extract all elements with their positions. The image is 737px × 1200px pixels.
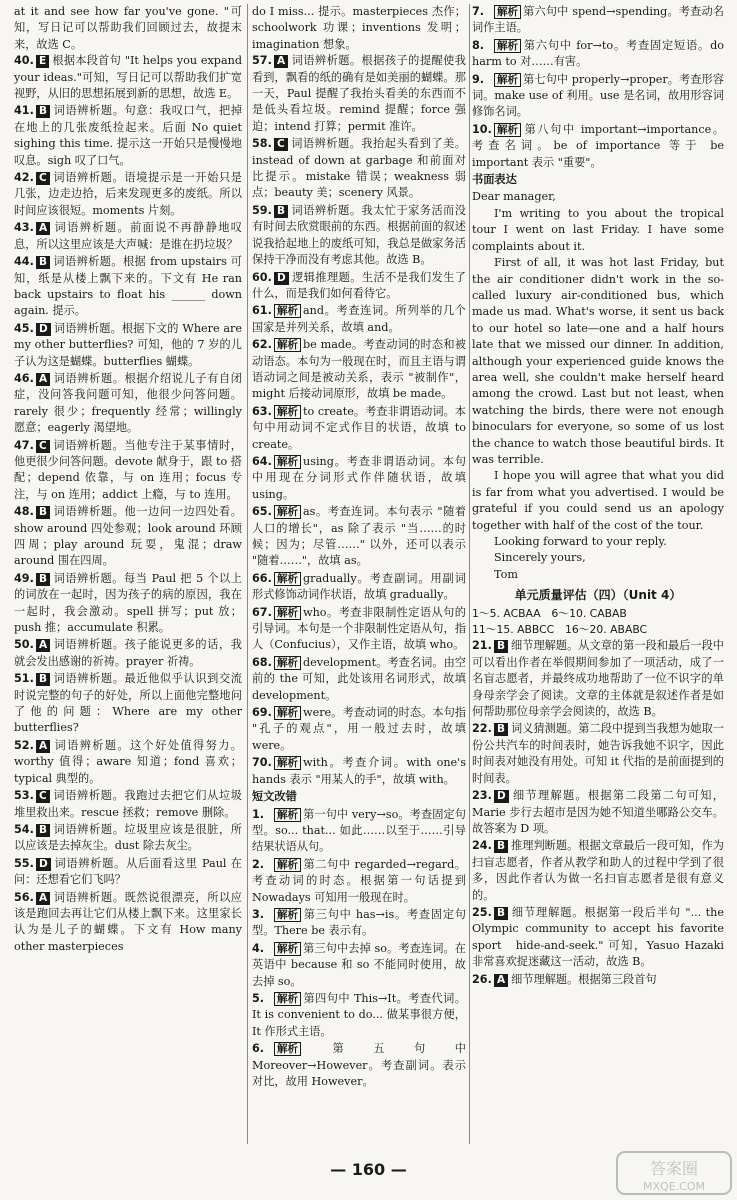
answer-item [252, 404, 466, 453]
answer-item [14, 254, 242, 320]
explanation-text: 推理判断题。根据文章最后一段可知，作为扫盲志愿者，作者从教学和助人的过程中学到了很多，因此作者认为做一名扫盲志愿者是很有意义的。 [472, 839, 724, 902]
question-number: 48. [14, 505, 34, 519]
question-number: 56. [14, 890, 34, 904]
explanation-text: 第三句中 has→is。考查固定句型。There be 表示有。 [252, 907, 466, 938]
analysis-tag: 解析 [274, 706, 301, 720]
answer-item [252, 136, 466, 202]
answer-item [252, 53, 466, 135]
question-number: 50. [14, 638, 34, 652]
question-number: 8. [472, 38, 485, 52]
explanation-text: 词语辨析题。每当 Paul 把 5 个以上的词放在一起时，因为孩子的病的原因，我在一起时，我会激动。spell 拼写；put 放；push 推；accumulate 积累。 [14, 571, 242, 635]
answer-item [252, 807, 466, 856]
answer-item [252, 605, 466, 654]
answer-letter-badge: D [274, 272, 289, 285]
explanation-text: 第五句中 Moreover→However。考查副词。表示对比，故用 However。 [252, 1042, 466, 1088]
explanation-text: 词语辨析题。当他专注于某事情时，他更很少问答问题。devote 献身于，跟 to 搭配；depend 依靠，与 on 连用；focus 专注，与 on 连用；addict 上瘾，与 to 连用。 [14, 438, 242, 501]
answer-letter-badge: C [36, 790, 50, 803]
explanation-text: be made。考查动词的时态和被动语态。本句为一般现在时，而且主语与谓语动词之间是被动关系，表示 "被制作"，might 后接动词原形，故填 be made。 [252, 338, 466, 401]
answer-letter-badge: C [274, 138, 288, 151]
question-number: 47. [14, 438, 34, 452]
model-letter [472, 189, 724, 583]
question-number: 70. [252, 756, 272, 770]
explanation-text: 词语辨析题。最近他似乎认识到交流时说完整的句子的好处，所以上面他完整地问了他的问题：Where are my other butterflies? [14, 672, 242, 735]
explanation-text: 词语辨析题。从后面看这里 Paul 在问：还想看它们飞吗？ [14, 856, 242, 887]
question-number: 64. [252, 454, 272, 468]
explanation-text: development。考查名词。由空前的 the 可知，此处该用名词形式，故填 development。 [252, 655, 466, 702]
answer-item [14, 856, 242, 889]
question-number: 10. [472, 122, 492, 136]
answer-letter-badge: B [36, 256, 50, 269]
answer-item [14, 504, 242, 570]
answer-letter-badge: B [494, 640, 508, 653]
question-number: 68. [252, 655, 272, 669]
section-heading-error-correction: 短文改错 [252, 790, 297, 804]
column-divider [469, 4, 470, 1144]
analysis-tag: 解析 [274, 505, 301, 519]
question-number: 21. [472, 639, 492, 653]
answer-item [252, 705, 466, 754]
explanation-text: 词语辨析题。这个好处值得努力。worthy 值得；aware 知道；fond 喜欢；typical 典型的。 [14, 738, 242, 785]
answer-letter-badge: B [274, 205, 288, 218]
watermark-logo [615, 1150, 733, 1196]
answer-item [252, 454, 466, 503]
letter-paragraph: I hope you will agree that what you did is far from what you advertised. I would be grateful if you could send us an apology together with half of the cost of the tour. [472, 469, 724, 532]
answer-item [252, 270, 466, 303]
right-column [472, 4, 724, 989]
explanation-text: 细节理解题。从文章的第一段和最后一段中可以看出作者在举假期间参加了一项活动，成了一名盲志愿者，并最终成功地帮助了一位不识字的单身母亲学会了阅读。文章的主体就是叙述作者是如何帮助那位母亲学会阅读的，故选 B。 [472, 639, 724, 719]
column-divider [247, 4, 248, 1144]
analysis-tag: 解析 [274, 606, 301, 620]
answer-item [252, 203, 466, 269]
answer-item [472, 4, 724, 37]
answer-letter-badge: A [36, 222, 50, 235]
explanation-text: with。考查介词。with one's hands 表示 "用某人的手"，故填 with。 [252, 756, 466, 786]
explanation-text: 词语辨析题。根据孩子的提醒使我看到，飘看的纸的确有是如美丽的蝴蝶。那一天，Paul 提醒了我抬头看美的东西而不是低头看垃圾。remind 提醒；force 强迫；intend 打算；permit 准许。 [252, 54, 466, 133]
answer-item [14, 637, 242, 670]
question-number: 5. [252, 991, 265, 1005]
page-number: — 160 — [330, 1160, 407, 1179]
answer-item [14, 890, 242, 956]
answer-item [14, 371, 242, 437]
answer-letter-badge: B [36, 506, 50, 519]
question-number: 3. [252, 907, 265, 921]
answer-letter-badge: D [36, 858, 51, 871]
analysis-tag: 解析 [494, 5, 521, 19]
explanation-text: 词语辨析题。既然说很漂亮，所以应该是跑回去再让它们从楼上飘下来。这里家长认为是儿子的蝴蝶。下文有 How many other masterpieces [14, 890, 242, 953]
question-number: 1. [252, 807, 265, 821]
explanation-text: 第一句中 very→so。考查固定句型。so... that... 如此……以至于……引导结果状语从句。 [252, 807, 466, 854]
answer-item [14, 170, 242, 219]
answer-item [14, 103, 242, 169]
question-number: 43. [14, 221, 34, 235]
question-number: 63. [252, 404, 272, 418]
answer-item [14, 822, 242, 855]
explanation-text: 词语辨析题。根据下文的 Where are my other butterflies? 可知，他的 7 岁的儿子认为这是蝴蝶。butterflies 蝴蝶。 [14, 321, 242, 368]
analysis-tag: 解析 [274, 858, 301, 872]
continued-text: at it and see how far you've gone. "可知，写日记可以帮助我们回顾过去，故提末来，故选 C。 [14, 5, 242, 51]
explanation-text: 逻辑推理题。生活不是我们发生了什么，而是我们如何看待它。 [252, 270, 466, 300]
answer-item [472, 122, 724, 171]
question-number: 2. [252, 857, 265, 871]
question-number: 23. [472, 789, 492, 803]
question-number: 49. [14, 571, 34, 585]
answer-letter-badge: B [494, 723, 508, 736]
question-number: 60. [252, 270, 272, 284]
question-number: 40. [14, 54, 34, 68]
continued-text: do I miss... 提示。masterpieces 杰作；schoolwork 功课；inventions 发明；imagination 想象。 [252, 5, 466, 51]
answer-item [14, 571, 242, 637]
question-number: 66. [252, 571, 272, 585]
answer-item [14, 738, 242, 787]
answer-keys-line: 1～5. ACBAA 6～10. CABAB [472, 606, 627, 620]
answer-letter-badge: A [36, 892, 50, 905]
answer-item [252, 755, 466, 788]
answer-letter-badge: D [36, 323, 51, 336]
svg-text:MXQE.COM: MXQE.COM [643, 1180, 705, 1193]
analysis-tag: 解析 [274, 756, 301, 770]
answer-item [472, 721, 724, 787]
answer-item [472, 38, 724, 71]
explanation-text: were。考查动词的时态。本句指 "孔子的观点"，用一般过去时，故填 were。 [252, 706, 466, 752]
explanation-text: 细节理解题。根据第三段首句 [511, 972, 657, 986]
answer-item [252, 1041, 466, 1090]
question-number: 59. [252, 203, 272, 217]
question-number: 41. [14, 104, 34, 118]
answer-item [472, 972, 724, 988]
answer-item [14, 53, 242, 102]
explanation-text: 词语辨析题。语境提示是一开始只是几张，边走边拾，后来发现更多的废纸。所以时间应该很短。moments 片刻。 [14, 171, 242, 217]
explanation-text: 词语辨析题。根据 from upstairs 可知，纸是从楼上飘下来的。下文有 He ran back upstairs to float his ______ down again. 提示。 [14, 255, 242, 318]
explanation-text: 根据本段首句 "It helps you expand your ideas."可知，写日记可以帮助我们扩宽视野，从旧的思想拓展到新的思想，故选 E。 [14, 54, 242, 101]
analysis-tag: 解析 [494, 123, 521, 137]
answer-letter-badge: C [36, 440, 50, 453]
explanation-text: 词语辨析题。根据介绍说儿子有自闭症，没问答我问题可知，他很少问答问题。rarely 很少；frequently 经常；willingly 愿意；eagerly 渴望地。 [14, 371, 242, 435]
question-number: 26. [472, 972, 492, 986]
analysis-tag: 解析 [274, 992, 301, 1006]
answer-keys-line: 11～15. ABBCC 16～20. ABABC [472, 623, 648, 637]
answer-letter-badge: A [274, 55, 288, 68]
answer-item [252, 991, 466, 1040]
analysis-tag: 解析 [274, 942, 301, 956]
analysis-tag: 解析 [274, 808, 301, 822]
answer-letter-badge: C [36, 172, 50, 185]
explanation-text: gradually。考查副词。用副词形式修饰动词作状语，故填 gradually。 [252, 571, 466, 602]
answer-item [252, 303, 466, 336]
explanation-text: 词语辨析题。我跑过去把它们从垃圾堆里救出来。rescue 拯救；remove 删除。 [14, 789, 242, 819]
explanation-text: 词义猜测题。第二段中提到当我想为她取一份公共汽车的时间表时，她告诉我她不识字，因此时间表对她没有用处。可知 it 代指的是前面提到的时间表。 [472, 722, 724, 785]
explanation-text: 第六句中 spend→spending。考查动名词作主语。 [472, 5, 724, 35]
answer-letter-badge: A [494, 974, 508, 987]
analysis-tag: 解析 [274, 405, 301, 419]
answer-letter-badge: A [36, 373, 50, 386]
question-number: 44. [14, 255, 34, 269]
answer-item [14, 788, 242, 821]
explanation-text: to create。考查非谓语动词。本句中用动词不定式作目的状语，故填 to create。 [252, 404, 466, 451]
question-number: 61. [252, 304, 272, 318]
letter-greeting: Dear manager, [472, 190, 556, 204]
analysis-tag: 解析 [494, 39, 521, 53]
answer-item [472, 638, 724, 720]
middle-column [252, 4, 466, 1091]
explanation-text: 第七句中 properly→proper。考查形容词。make use of 利用。use 是名词，故用形容词修饰名词。 [472, 72, 724, 119]
analysis-tag: 解析 [274, 572, 301, 586]
question-number: 24. [472, 839, 492, 853]
question-number: 46. [14, 371, 34, 385]
explanation-text: 词语辨析题。孩子能说更多的话，我就会发出感谢的祈祷。prayer 祈祷。 [14, 638, 242, 668]
question-number: 6. [252, 1042, 265, 1056]
answer-item [252, 504, 466, 570]
answer-item [14, 220, 242, 253]
answer-item [252, 655, 466, 704]
question-number: 55. [14, 856, 34, 870]
answer-item [252, 857, 466, 906]
answer-item [252, 941, 466, 990]
question-number: 51. [14, 672, 34, 686]
answer-letter-badge: B [36, 573, 50, 586]
answer-letter-badge: E [36, 55, 49, 68]
explanation-text: 词语辨析题。前面说不再静静地叹息，所以这里应该是大声喊：是谁在扔垃圾？ [14, 221, 242, 251]
answer-item [14, 321, 242, 370]
analysis-tag: 解析 [274, 1042, 301, 1056]
answer-item [472, 788, 724, 837]
unit-assessment-title: 单元质量评估（四）（Unit 4） [514, 588, 682, 603]
explanation-text: who。考查非限制性定语从句的引导词。本句是一个非限制性定语从句，指人（Confucius），又作主语，故填 who。 [252, 605, 466, 652]
question-number: 69. [252, 706, 272, 720]
question-number: 22. [472, 722, 492, 736]
analysis-tag: 解析 [494, 73, 521, 87]
question-number: 62. [252, 338, 272, 352]
answer-item [472, 905, 724, 971]
explanation-text: 第二句中 regarded→regard。考查动词的时态。根据第一句话提到 Nowadays 可知用一般现在时。 [252, 857, 466, 904]
explanation-text: 词语辨析题。我太忙于家务活而没有时间去欣赏眼前的东西。根据前面的叙述说我拾起地上的废纸可知，我总是做家务活保持干净而没有考虑其他。故选 B。 [252, 203, 466, 267]
answer-letter-badge: D [494, 790, 509, 803]
explanation-text: 细节理解题。根据第一段后半句 "... the Olympic community to accept his favorite sport hide-and-seek." 可知，Yasuo Hazaki 非常喜欢捉迷藏这一活动，故选 B。 [472, 905, 724, 969]
answer-letter-badge: B [494, 907, 508, 920]
answer-letter-badge: B [36, 105, 50, 118]
analysis-tag: 解析 [274, 455, 301, 469]
explanation-text: 细节理解题。根据第二段第二句可知，Marie 步行去超市是因为她不知道坐哪路公交车。故答案为 D 项。 [472, 789, 724, 835]
letter-paragraph: First of all, it was hot last Friday, but the air conditioner didn't work in the so-called luxury air-conditioned bus, which made us mad. What's worse, it sent us back to our hotel so late—one and a half hours late that we missed our dinner. In addition, although your experienced guide knows the area well, she couldn't make herself heard among the crowd. Last but not least, when watching the birds, there were not enough binoculars for everyone, so some of us lost the chance to watch those beautiful birds. It was terrible. [472, 256, 724, 466]
explanation-text: using。考查非谓语动词。本句中用现在分词形式作伴随状语，故填 using。 [252, 454, 466, 501]
analysis-tag: 解析 [274, 656, 301, 670]
left-column [14, 4, 242, 956]
answer-item [14, 671, 242, 737]
question-number: 45. [14, 321, 34, 335]
analysis-tag: 解析 [274, 908, 301, 922]
explanation-text: as。考查连词。本句表示 "随着人口的增长"，as 除了表示 "当……的时候；因为；尽管……" 以外，还可以表示 "随着……"，故填 as。 [252, 505, 466, 568]
analysis-tag: 解析 [274, 338, 301, 352]
section-heading-writing: 书面表达 [472, 173, 517, 187]
answer-letter-badge: A [36, 639, 50, 652]
explanation-text: 词语辨析题。我抬起头看到了美。instead of down at garbage 和前面对比提示。mistake 错误；weakness 弱点；beauty 美；scenery 风景。 [252, 137, 466, 200]
question-number: 25. [472, 905, 492, 919]
letter-closing: Sincerely yours, [494, 551, 586, 565]
explanation-text: 词语辨析题。他一边问一边四处看。show around 四处参观；look around 环顾四周；play around 玩耍，鬼混；draw around 围在四周。 [14, 505, 242, 568]
answer-item [252, 337, 466, 403]
explanation-text: 词语辨析题。垃圾里应该是很脏，所以应该是去掉灰尘。dust 除去灰尘。 [14, 822, 242, 853]
answer-letter-badge: B [494, 840, 508, 853]
question-number: 65. [252, 505, 272, 519]
explanation-text: and。考查连词。所列举的几个国家是并列关系，故填 and。 [252, 304, 466, 334]
answer-item [252, 571, 466, 604]
question-number: 67. [252, 605, 272, 619]
explanation-text: 第六句中 for→to。考查固定短语。do harm to 对……有害。 [472, 38, 724, 69]
question-number: 52. [14, 738, 34, 752]
letter-paragraph: Looking forward to your reply. [494, 535, 667, 548]
question-number: 53. [14, 789, 34, 803]
question-number: 54. [14, 822, 34, 836]
question-number: 9. [472, 72, 485, 86]
answer-item [472, 838, 724, 904]
explanation-text: 词语辨析题。句意：我叹口气，把掉在地上的几张废纸捡起来。后面 No quiet sighing this time. 提示这一开始只是慢慢地叹息。sigh 叹了口气。 [14, 104, 242, 167]
answer-item [14, 438, 242, 504]
svg-text:答案圈: 答案圈 [649, 1159, 699, 1178]
explanation-text: 第四句中 This→It。考查代词。It is convenient to do... 做某事很方便，It 作形式主语。 [252, 991, 466, 1038]
question-number: 58. [252, 137, 272, 151]
letter-paragraph: I'm writing to you about the tropical tour I went on last Friday. I have some complaints about it. [472, 206, 724, 253]
answer-letter-badge: B [36, 824, 50, 837]
analysis-tag: 解析 [274, 304, 301, 318]
letter-signature: Tom [494, 567, 518, 581]
answer-item [472, 72, 724, 121]
question-number: 4. [252, 941, 265, 955]
question-number: 42. [14, 171, 34, 185]
explanation-text: 第三句中去掉 so。考查连词。在英语中 because 和 so 不能同时使用，故去掉 so。 [252, 941, 466, 988]
question-number: 57. [252, 54, 272, 68]
question-number: 7. [472, 5, 485, 18]
explanation-text: 第八句中 important→importance。考查名词。be of importance 等于 be important 表示 "重要"。 [472, 122, 724, 169]
answer-letter-badge: A [36, 740, 50, 753]
answer-item [252, 907, 466, 940]
answer-letter-badge: B [36, 673, 50, 686]
